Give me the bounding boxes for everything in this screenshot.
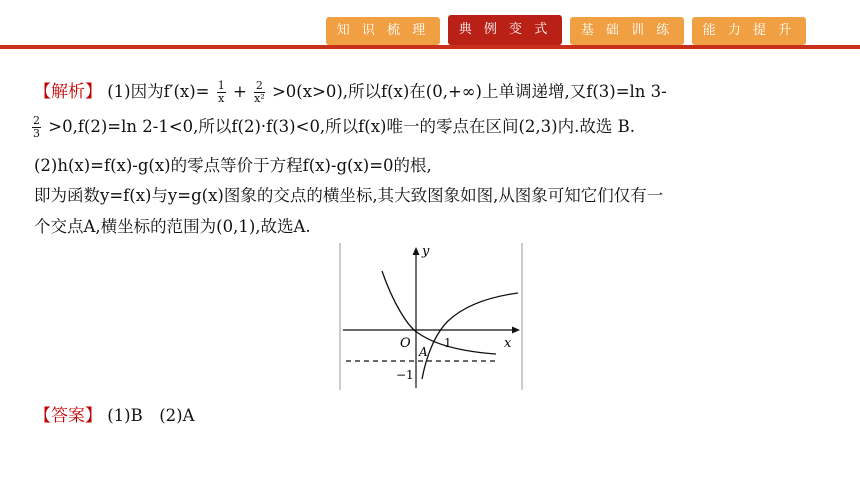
header-divider <box>0 45 860 49</box>
solution-text-1b: >0(x>0),所以f(x)在(0,+∞)上单调递增,又f(3)=ln 3- <box>271 82 667 101</box>
tab-knowledge-review[interactable]: 知 识 梳 理 <box>326 17 440 45</box>
y-axis-arrow <box>413 247 420 255</box>
x-axis-arrow <box>512 327 520 334</box>
tab-basic-training[interactable]: 基 础 训 练 <box>570 17 684 45</box>
answer-tag: 【答案】 <box>34 406 102 426</box>
answer-text: (1)B (2)A <box>107 406 195 425</box>
origin-label: O <box>400 336 411 351</box>
fraction-1-over-x: $\frac{1}{x}$ <box>217 79 225 105</box>
solution-text-1a: (1)因为f′(x)= <box>107 82 210 101</box>
tab-ability-improvement[interactable]: 能 力 提 升 <box>692 17 806 45</box>
solution-text-2: >0,f(2)=ln 2-1<0,所以f(2)·f(3)<0,所以f(x)唯一的零点在区间(2,3)内.故选 B. <box>48 117 635 136</box>
solution-tag: 【解析】 <box>34 82 102 102</box>
plus-sign: + <box>232 82 247 101</box>
solution-line-2 <box>30 115 635 140</box>
solution-line-4: 即为函数y=f(x)与y=g(x)图象的交点的横坐标,其大致图象如图,从图象可知它们仅有一 <box>34 186 664 205</box>
function-graph <box>338 243 524 390</box>
y-tick-label-minus-1: −1 <box>396 368 414 382</box>
y-axis-label: y <box>422 244 430 259</box>
fraction-2-over-3: $\frac{2}{3}$ <box>33 114 40 140</box>
x-axis-label: x <box>504 336 512 351</box>
solution-line-3: (2)h(x)=f(x)-g(x)的零点等价于方程f(x)-g(x)=0的根, <box>34 156 432 175</box>
intersection-point-label: A <box>419 345 428 359</box>
top-tab-bar <box>326 17 806 47</box>
solution-line-1 <box>34 80 667 105</box>
solution-line-5: 个交点A,横坐标的范围为(0,1),故选A. <box>34 217 311 236</box>
answer-line <box>34 406 195 426</box>
fraction-2-over-x2: $\frac{2}{\text{x²}}$ <box>254 79 265 105</box>
x-tick-label-1: 1 <box>444 336 452 350</box>
tab-example-variants[interactable]: 典 例 变 式 <box>448 15 562 45</box>
